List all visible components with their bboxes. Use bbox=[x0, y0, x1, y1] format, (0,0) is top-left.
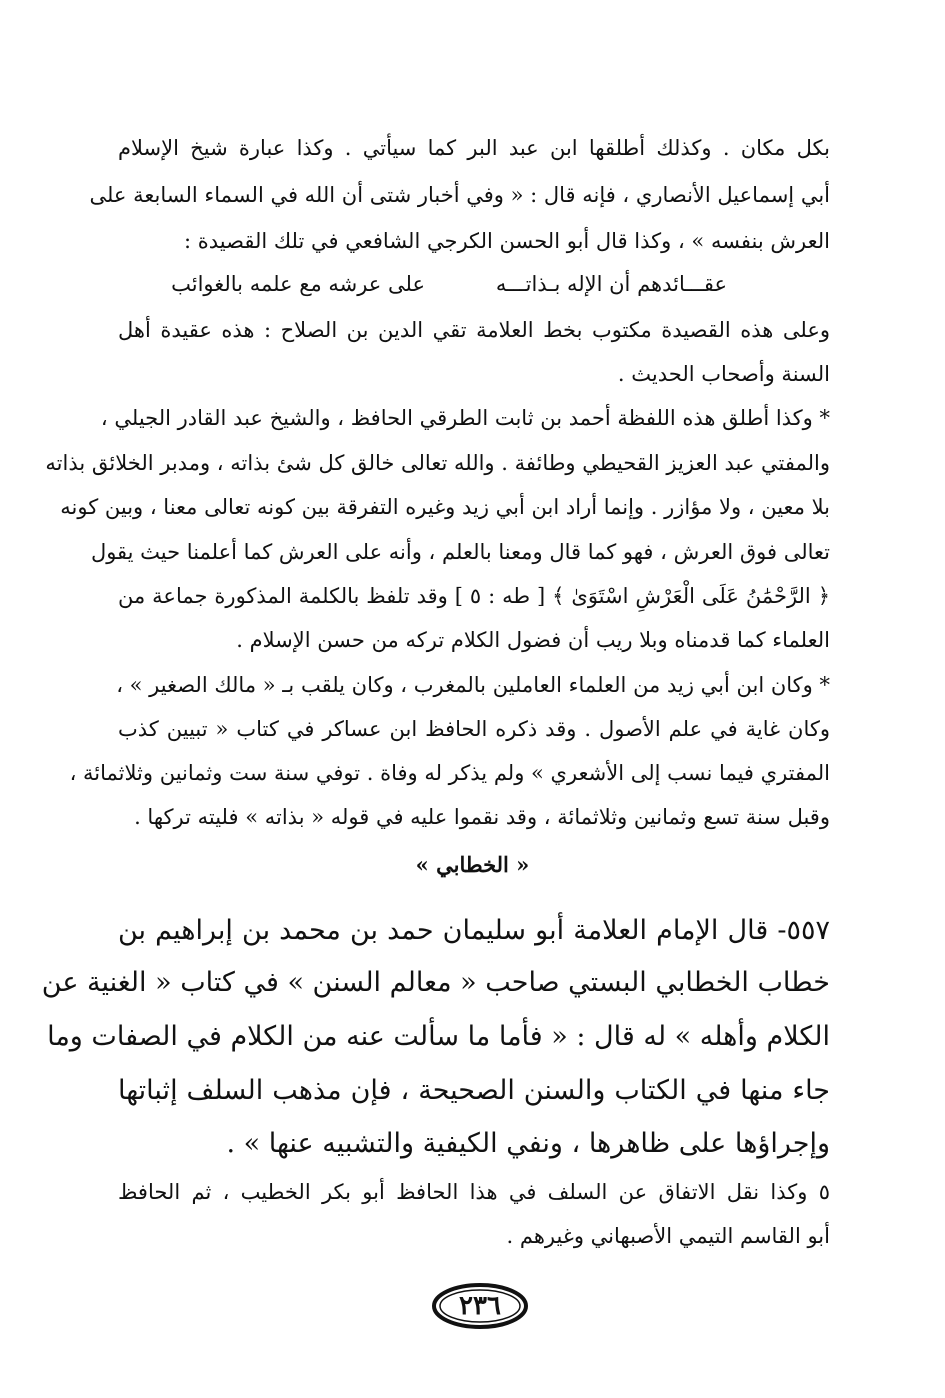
text-line: المفتري فيما نسب إلى الأشعري » ولم يذكر له وفاة . توفي سنة ست وثمانين وثلاثمائة ، bbox=[69, 761, 830, 785]
text-line: * وكان ابن أبي زيد من العلماء العاملين بالمغرب ، وكان يلقب بـ « مالك الصغير » ، bbox=[116, 673, 830, 697]
text-line: تعالى فوق العرش ، فهو كما قال ومعنا بالعلم ، وأنه على العرش كما أعلمنا حيث يقول bbox=[90, 540, 830, 564]
quran-verse-line: ﴿ الرَّحْمَٰنُ عَلَى الْعَرْشِ اسْتَوَىٰ ﴾ [ طه : ٥ ] وقد تلفظ بالكلمة المذكورة جماعة من bbox=[118, 584, 831, 608]
text-line: العلماء كما قدمناه وبلا ريب أن فضول الكلام تركه من حسن الإسلام . bbox=[236, 628, 830, 652]
text-line: أبو القاسم التيمي الأصبهاني وغيرهم . bbox=[506, 1224, 830, 1248]
text-line-large: ٥٥٧- قال الإمام العلامة أبو سليمان حمد بن محمد بن إبراهيم بن bbox=[118, 915, 830, 946]
text-line: وكان غاية في علم الأصول . وقد ذكره الحافظ ابن عساكر في كتاب « تبيين كذب bbox=[118, 717, 830, 741]
text-body-large bbox=[41, 0, 830, 1398]
text-line: العرش بنفسه » ، وكذا قال أبو الحسن الكرجي الشافعي في تلك القصيدة : bbox=[184, 229, 830, 253]
page-number: ٢٣٦ bbox=[459, 1291, 501, 1321]
verse-second-hemistich: على عرشه مع علمه بالغوائب bbox=[171, 272, 425, 296]
verse-first-hemistich: عقـــائدهم أن الإله بـذاتـــه bbox=[495, 272, 727, 296]
page-number-frame bbox=[430, 1280, 530, 1332]
text-line: أبي إسماعيل الأنصاري ، فإنه قال : « وفي أخبار شتى أن الله في السماء السابعة على bbox=[89, 183, 830, 207]
text-line-large: الكلام وأهله » له قال : « فأما ما سألت عنه من الكلام في الصفات وما bbox=[47, 1021, 830, 1052]
text-line-large: وإجراؤها على ظاهرها ، ونفي الكيفية والتشبيه عنها » . bbox=[226, 1128, 830, 1159]
text-line: وقبل سنة تسع وثمانين وثلاثمائة ، وقد نقموا عليه في قوله « بذاته » فليته تركها . bbox=[134, 805, 830, 829]
text-line-large: جاء منها في الكتاب والسنن الصحيحة ، فإن مذهب السلف إثباتها bbox=[118, 1075, 830, 1106]
text-line: * وكذا أطلق هذه اللفظة أحمد بن ثابت الطرقي الحافظ ، والشيخ عبد القادر الجيلي ، bbox=[100, 406, 830, 430]
text-line: بكل مكان . وكذلك أطلقها ابن عبد البر كما سيأتي . وكذا عبارة شيخ الإسلام bbox=[118, 136, 830, 160]
text-line: والمفتي عبد العزيز القحيطي وطائفة . والله تعالى خالق كل شئ بذاته ، ومدبر الخلائق بذاته bbox=[45, 451, 830, 475]
text-line: بلا معين ، ولا مؤازر . وإنما أراد ابن أبي زيد وغيره التفرقة بين كونه تعالى معنا ، وبين كونه bbox=[60, 495, 830, 519]
section-heading: « الخطابي » bbox=[415, 852, 530, 877]
text-line: السنة وأصحاب الحديث . bbox=[617, 362, 830, 386]
text-line: ٥ وكذا نقل الاتفاق عن السلف في هذا الحافظ أبو بكر الخطيب ، ثم الحافظ bbox=[118, 1180, 830, 1204]
text-line-large: خطاب الخطابي البستي صاحب « معالم السنن » في كتاب « الغنية عن bbox=[41, 967, 830, 998]
text-line: وعلى هذه القصيدة مكتوب بخط العلامة تقي الدين بن الصلاح : هذه عقيدة أهل bbox=[118, 318, 830, 342]
